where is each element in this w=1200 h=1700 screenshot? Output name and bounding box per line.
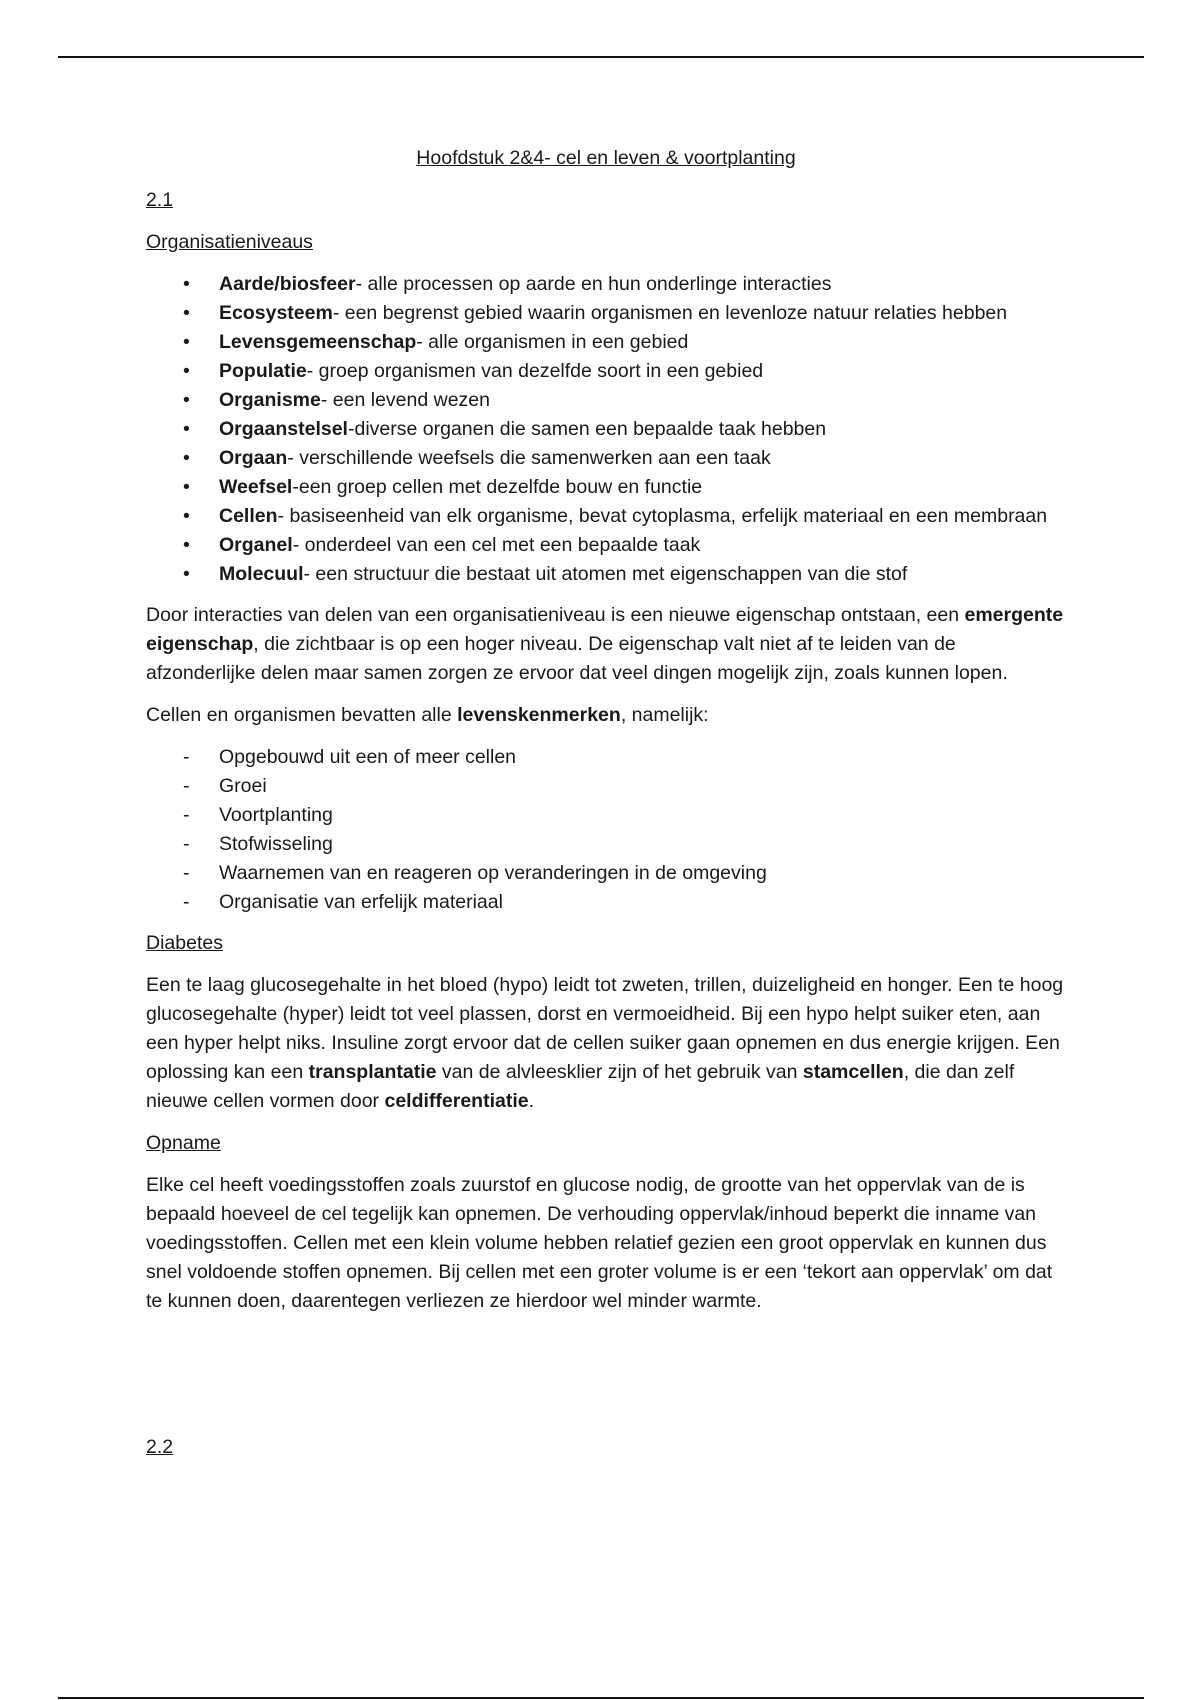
emergent-text-1: Door interacties van delen van een organisatieniveau is een nieuwe eigenschap ontstaan, een bbox=[146, 604, 965, 626]
term: Aarde/biosfeer bbox=[219, 273, 356, 295]
definition: - verschillende weefsels die samenwerken aan een taak bbox=[287, 447, 771, 469]
dash-marker: - bbox=[183, 891, 190, 913]
bullet-marker: • bbox=[183, 273, 190, 295]
levenskenmerken-text-2: , namelijk: bbox=[620, 704, 709, 726]
emergent-text-2: , die zichtbaar is op een hoger niveau. De eigenschap valt niet af te leiden van de afzonderlijke delen maar samen zorgen ze ervoor dat veel dingen mogelijk zijn, zoals kunnen lopen. bbox=[146, 633, 1008, 684]
list-item bbox=[146, 444, 1066, 473]
list-item bbox=[146, 531, 1066, 560]
list-item bbox=[146, 357, 1066, 386]
list-item bbox=[146, 415, 1066, 444]
list-item bbox=[146, 299, 1066, 328]
footer-rule bbox=[58, 1697, 1144, 1699]
bullet-marker: • bbox=[183, 447, 190, 469]
list-item bbox=[146, 888, 1066, 917]
definition: - groep organismen van dezelfde soort in een gebied bbox=[306, 360, 764, 382]
bullet-marker: • bbox=[183, 360, 190, 382]
definition: - onderdeel van een cel met een bepaalde taak bbox=[292, 534, 701, 556]
bullet-marker: • bbox=[183, 476, 190, 498]
levenskenmerken-intro bbox=[146, 701, 1066, 730]
bullet-marker: • bbox=[183, 534, 190, 556]
term: Orgaan bbox=[219, 447, 288, 469]
diabetes-heading: Diabetes bbox=[146, 932, 223, 954]
definition: - basiseenheid van elk organisme, bevat cytoplasma, erfelijk materiaal en een membraan bbox=[277, 505, 1048, 527]
term: Populatie bbox=[219, 360, 307, 382]
diabetes-term-3: celdifferentiatie bbox=[384, 1090, 529, 1112]
list-item-text: Opgebouwd uit een of meer cellen bbox=[219, 746, 517, 768]
term: Molecuul bbox=[219, 563, 304, 585]
diabetes-term-1: transplantatie bbox=[308, 1061, 437, 1083]
opname-paragraph: Elke cel heeft voedingsstoffen zoals zuurstof en glucose nodig, de grootte van het oppervlak van de is bepaald hoeveel de cel tegelijk kan opnemen. De verhouding oppervlak/inhoud beperkt die inname van voedingsstoffen. Cellen met een klein volume hebben relatief gezien een groot oppervlak en kunnen dus snel voldoende stoffen opnemen. Bij cellen met een groter volume is er een ‘tekort aan oppervlak’ om dat te kunnen doen, daarentegen verliezen ze hierdoor wel minder warmte. bbox=[146, 1174, 1053, 1312]
list-item bbox=[146, 830, 1066, 859]
list-item bbox=[146, 801, 1066, 830]
emergent-paragraph bbox=[146, 601, 1066, 688]
organisatieniveaus-heading: Organisatieniveaus bbox=[146, 231, 313, 253]
term: Orgaanstelsel bbox=[219, 418, 348, 440]
list-item bbox=[146, 772, 1066, 801]
diabetes-term-2: stamcellen bbox=[802, 1061, 904, 1083]
term: Organisme bbox=[219, 389, 321, 411]
list-item bbox=[146, 560, 1066, 589]
spacer bbox=[146, 1329, 1066, 1433]
definition: -een groep cellen met dezelfde bouw en functie bbox=[292, 476, 703, 498]
list-item-text: Stofwisseling bbox=[219, 833, 333, 855]
levenskenmerken-text-1: Cellen en organismen bevatten alle bbox=[146, 704, 458, 726]
diabetes-text-4: . bbox=[528, 1090, 535, 1112]
definition: - een begrenst gebied waarin organismen en levenloze natuur relaties hebben bbox=[332, 302, 1008, 324]
list-item-text: Groei bbox=[219, 775, 267, 797]
dash-marker: - bbox=[183, 804, 190, 826]
opname-heading: Opname bbox=[146, 1132, 221, 1154]
definition: - alle processen op aarde en hun onderlinge interacties bbox=[355, 273, 832, 295]
definition: - een levend wezen bbox=[320, 389, 490, 411]
emergent-term: emergente eigenschap bbox=[146, 604, 1064, 655]
dash-marker: - bbox=[183, 833, 190, 855]
term: Cellen bbox=[219, 505, 278, 527]
list-item bbox=[146, 473, 1066, 502]
levenskenmerken-term: levenskenmerken bbox=[457, 704, 621, 726]
section-2-1-heading: 2.1 bbox=[146, 189, 174, 211]
diabetes-text-1: Een te laag glucosegehalte in het bloed (hypo) leidt tot zweten, trillen, duizeligheid en honger. Een te hoog glucosegehalte (hyper) leidt tot veel plassen, dorst en vermoeidheid. Bij een hypo helpt suiker eten, aan een hyper helpt niks. Insuline zorgt ervoor dat de cellen suiker gaan opnemen en dus energie krijgen. Een oplossing kan een bbox=[146, 974, 1064, 1083]
document-title: Hoofdstuk 2&4- cel en leven & voortplanting bbox=[416, 147, 796, 169]
bullet-marker: • bbox=[183, 418, 190, 440]
bullet-marker: • bbox=[183, 302, 190, 324]
section-2-2-heading: 2.2 bbox=[146, 1436, 174, 1458]
term: Organel bbox=[219, 534, 293, 556]
list-item-text: Organisatie van erfelijk materiaal bbox=[219, 891, 503, 913]
list-item bbox=[146, 386, 1066, 415]
term: Ecosysteem bbox=[219, 302, 333, 324]
bullet-marker: • bbox=[183, 563, 190, 585]
dash-marker: - bbox=[183, 746, 190, 768]
diabetes-text-2: van de alvleesklier zijn of het gebruik van bbox=[436, 1061, 803, 1083]
list-item bbox=[146, 270, 1066, 299]
dash-marker: - bbox=[183, 862, 190, 884]
diabetes-text-3: , die dan zelf nieuwe cellen vormen door bbox=[146, 1061, 1015, 1112]
bullet-marker: • bbox=[183, 331, 190, 353]
list-item-text: Waarnemen van en reageren op veranderingen in de omgeving bbox=[219, 862, 767, 884]
term: Weefsel bbox=[219, 476, 293, 498]
organisatieniveaus-list bbox=[146, 270, 1066, 589]
list-item bbox=[146, 743, 1066, 772]
term: Levensgemeenschap bbox=[219, 331, 417, 353]
bullet-marker: • bbox=[183, 389, 190, 411]
diabetes-paragraph bbox=[146, 971, 1066, 1116]
definition: - een structuur die bestaat uit atomen met eigenschappen van die stof bbox=[303, 563, 908, 585]
header-rule bbox=[58, 56, 1144, 58]
document-body bbox=[146, 144, 1066, 1475]
list-item bbox=[146, 502, 1066, 531]
definition: - alle organismen in een gebied bbox=[416, 331, 689, 353]
definition: -diverse organen die samen een bepaalde taak hebben bbox=[347, 418, 827, 440]
levenskenmerken-list bbox=[146, 743, 1066, 917]
dash-marker: - bbox=[183, 775, 190, 797]
list-item-text: Voortplanting bbox=[219, 804, 333, 826]
bullet-marker: • bbox=[183, 505, 190, 527]
list-item bbox=[146, 328, 1066, 357]
list-item bbox=[146, 859, 1066, 888]
